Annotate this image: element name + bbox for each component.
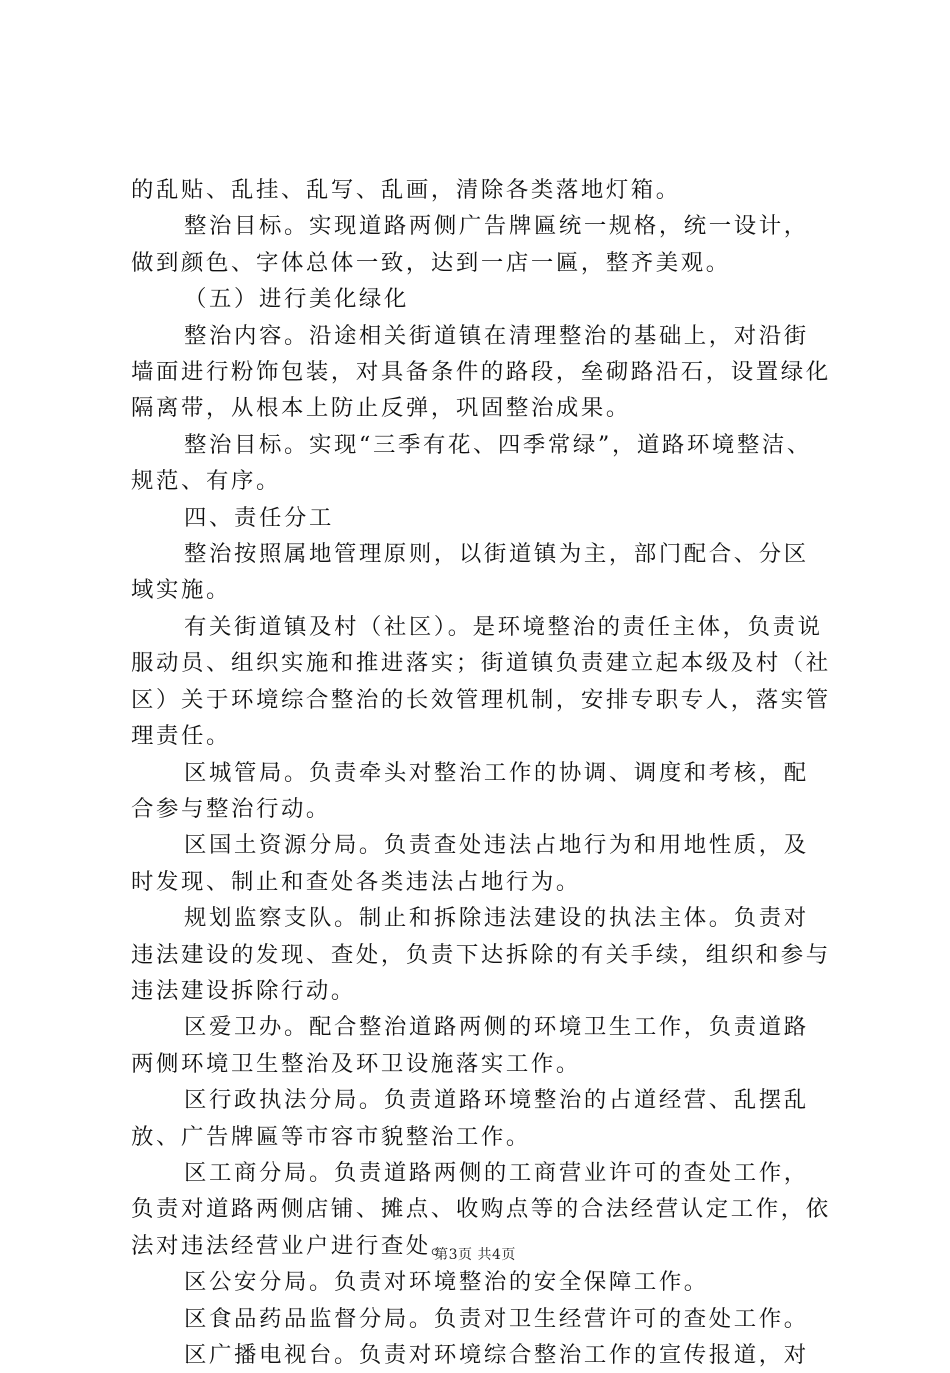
page-footer: 第3页 共4页	[434, 1247, 516, 1263]
paragraph: 区行政执法分局。负责道路环境整治的占道经营、乱摆乱放、广告牌匾等市容市貌整治工作。	[131, 1087, 809, 1150]
paragraph: 区公安分局。负责对环境整治的安全保障工作。	[184, 1269, 709, 1296]
paragraph: （五）进行美化绿化	[184, 286, 409, 313]
paragraph: 有关街道镇及村（社区）。是环境整治的责任主体，负责说服动员、组织实施和推进落实；街道镇负责建立起本级及村（社区）关于环境综合整治的长效管理机制，安排专职专人，落实管理责任。	[131, 613, 831, 750]
paragraph: 区城管局。负责牵头对整治工作的协调、调度和考核，配合参与整治行动。	[131, 759, 809, 822]
document-body	[131, 172, 831, 1373]
paragraph: 区食品药品监督分局。负责对卫生经营许可的查处工作。	[184, 1305, 809, 1332]
paragraph: 整治目标。实现道路两侧广告牌匾统一规格，统一设计，做到颜色、字体总体一致，达到一店一匾，整齐美观。	[131, 213, 809, 276]
paragraph: 的乱贴、乱挂、乱写、乱画，清除各类落地灯箱。	[131, 177, 681, 203]
paragraph: 四、责任分工	[184, 504, 334, 531]
paragraph: 规划监察支队。制止和拆除违法建设的执法主体。负责对违法建设的发现、查处，负责下达拆除的有关手续，组织和参与违法建设拆除行动。	[131, 905, 831, 1004]
paragraph: 整治按照属地管理原则，以街道镇为主，部门配合、分区域实施。	[131, 541, 809, 604]
paragraph: 区国土资源分局。负责查处违法占地行为和用地性质，及时发现、制止和查处各类违法占地行为。	[131, 832, 809, 895]
paragraph: 区广播电视台。负责对环境综合整治工作的宣传报道，对	[184, 1342, 809, 1368]
paragraph: 整治内容。沿途相关街道镇在清理整治的基础上，对沿街墙面进行粉饰包装，对具备条件的路段，垒砌路沿石，设置绿化隔离带，从根本上防止反弹，巩固整治成果。	[131, 322, 831, 422]
paragraph: 整治目标。实现“三季有花、四季常绿”，道路环境整洁、规范、有序。	[131, 431, 812, 495]
paragraph: 区爱卫办。配合整治道路两侧的环境卫生工作，负责道路两侧环境卫生整治及环卫设施落实工作。	[131, 1014, 809, 1077]
paragraph: 区工商分局。负责道路两侧的工商营业许可的查处工作，负责对道路两侧店铺、摊点、收购点等的合法经营认定工作，依法对违法经营业户进行查处。	[131, 1159, 831, 1259]
